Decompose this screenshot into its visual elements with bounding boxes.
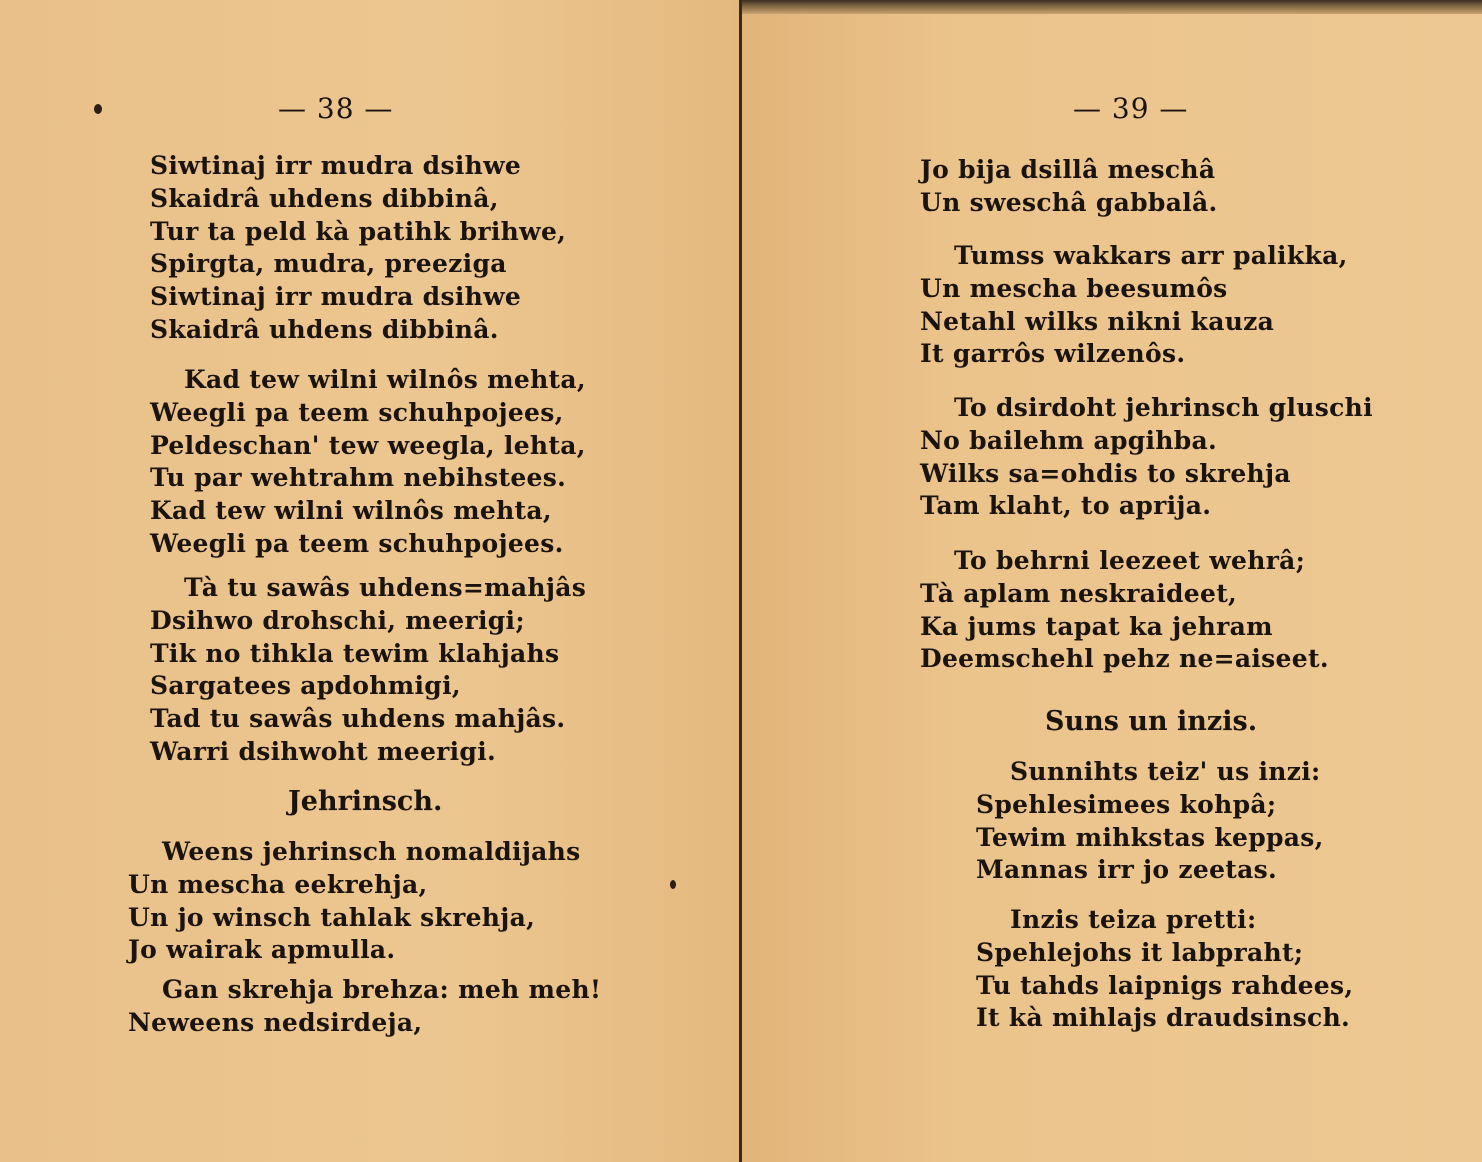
verse-line: Jo wairak apmulla.	[128, 935, 396, 965]
verse-line: Tik no tihkla tewim klahjahs	[150, 638, 560, 668]
verse-line: Deemschehl pehz ne=aiseet.	[920, 644, 1329, 674]
verse-line: Tu tahds laipnigs rahdees,	[976, 970, 1354, 1000]
verse-line: Tad tu sawâs uhdens mahjâs.	[150, 704, 566, 734]
verse-line: Un sweschâ gabbalâ.	[920, 187, 1218, 217]
stanza	[128, 836, 581, 967]
verse-line: Spehlesimees kohpâ;	[976, 789, 1277, 819]
stanza	[128, 974, 601, 1040]
page-number: — 38 —	[278, 92, 394, 125]
verse-line: Sunnihts teiz' us inzi:	[1010, 757, 1321, 786]
verse-line: To dsirdoht jehrinsch gluschi	[954, 393, 1373, 422]
verse-line: Mannas irr jo zeetas.	[976, 855, 1278, 885]
ink-speck	[670, 880, 676, 889]
verse-line: Warri dsihwoht meerigi.	[150, 736, 497, 766]
verse-line: To behrni leezeet wehrâ;	[954, 546, 1306, 575]
verse-line: Gan skrehja brehza: meh meh!	[162, 975, 602, 1004]
verse-line: Wilks sa=ohdis to skrehja	[920, 458, 1291, 488]
verse-line: Weegli pa teem schuhpojees.	[150, 528, 564, 558]
stanza	[976, 756, 1324, 887]
verse-line: Kad tew wilni wilnôs mehta,	[150, 496, 552, 526]
verse-line: Kad tew wilni wilnôs mehta,	[184, 365, 586, 394]
left-page	[0, 0, 739, 1162]
poem-title: Suns un inzis.	[1045, 706, 1258, 737]
stanza	[976, 904, 1353, 1035]
stanza	[920, 392, 1373, 523]
verse-line: No bailehm apgihba.	[920, 425, 1218, 455]
verse-line: Skaidrâ uhdens dibbinâ,	[150, 183, 499, 213]
stanza	[150, 364, 586, 561]
verse-line: Siwtinaj irr mudra dsihwe	[150, 151, 522, 180]
verse-line: Jo bija dsillâ meschâ	[920, 155, 1216, 184]
stanza	[150, 150, 566, 347]
verse-line: Spehlejohs it labpraht;	[976, 937, 1304, 967]
ink-speck	[94, 104, 102, 114]
verse-line: It kà mihlajs draudsinsch.	[976, 1003, 1351, 1033]
verse-line: Tà tu sawâs uhdens=mahjâs	[184, 573, 587, 602]
stanza	[150, 572, 586, 769]
stanza	[920, 154, 1218, 220]
verse-line: It garrôs wilzenôs.	[920, 339, 1186, 369]
verse-line: Un mescha beesumôs	[920, 273, 1228, 303]
verse-line: Tumss wakkars arr palikka,	[954, 241, 1348, 270]
verse-line: Weens jehrinsch nomaldijahs	[162, 837, 581, 866]
page-number: — 39 —	[1073, 92, 1189, 125]
verse-line: Tu par wehtrahm nebihstees.	[150, 463, 567, 493]
verse-line: Tam klaht, to aprija.	[920, 491, 1212, 521]
verse-line: Weegli pa teem schuhpojees,	[150, 397, 564, 427]
verse-line: Sargatees apdohmigi,	[150, 671, 461, 701]
verse-line: Ka jums tapat ka jehram	[920, 611, 1273, 641]
verse-line: Inzis teiza pretti:	[1010, 905, 1257, 934]
verse-line: Tur ta peld kà patihk brihwe,	[150, 216, 567, 246]
verse-line: Skaidrâ uhdens dibbinâ.	[150, 314, 499, 344]
stanza	[920, 240, 1348, 371]
verse-line: Neweens nedsirdeja,	[128, 1007, 423, 1037]
right-page	[742, 0, 1482, 1162]
verse-line: Tà aplam neskraideet,	[920, 578, 1238, 608]
verse-line: Tewim mihkstas keppas,	[976, 822, 1324, 852]
verse-line: Un mescha eekrehja,	[128, 869, 428, 899]
page-top-edge	[742, 0, 1482, 14]
verse-line: Dsihwo drohschi, meerigi;	[150, 605, 525, 635]
verse-line: Un jo winsch tahlak skrehja,	[128, 902, 536, 932]
stanza	[920, 545, 1329, 676]
verse-line: Peldeschan' tew weegla, lehta,	[150, 430, 586, 460]
verse-line: Siwtinaj irr mudra dsihwe	[150, 282, 522, 312]
poem-title: Jehrinsch.	[288, 786, 443, 817]
verse-line: Netahl wilks nikni kauza	[920, 306, 1275, 336]
verse-line: Spirgta, mudra, preeziga	[150, 249, 507, 279]
